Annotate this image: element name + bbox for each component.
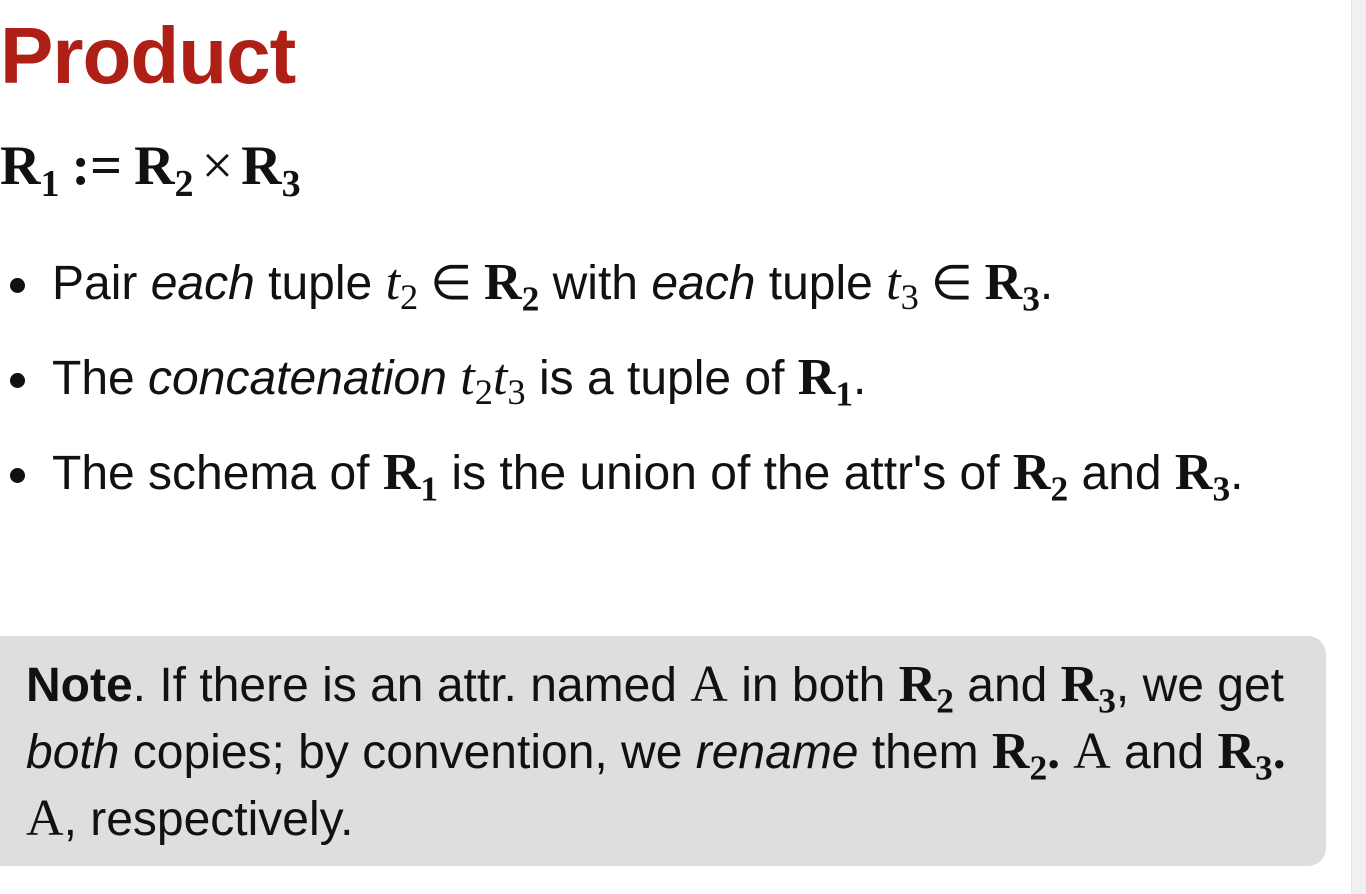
list-item: The schema of $R_1$ is the union of the attr's of $R_2$ and $R_3$. [0, 440, 1300, 507]
product-formula [0, 133, 301, 206]
page-title: Product [0, 11, 296, 100]
note-box: Note. If there is an attr. named A in both $R_2$ and $R_3$, we get both copies; by convention, we rename them $R_2$. A and $R_3$. A, respectively. [0, 636, 1326, 866]
assign-operator: := [71, 135, 123, 197]
note-label: Note [26, 659, 133, 712]
formula-lhs: $R_1$ [0, 135, 60, 206]
times-operator: × [201, 135, 234, 197]
list-item: The concatenation $t_2t_3$ is a tuple of $R_1$. [0, 345, 1300, 412]
formula-operand-a: $R_2$ [134, 135, 194, 206]
vertical-scrollbar[interactable] [1351, 0, 1366, 894]
formula-operand-b: $R_3$ [241, 135, 301, 206]
bullet-list [0, 250, 1300, 535]
list-item: Pair each tuple $t_2$ ∈ $R_2$ with each tuple $t_3$ ∈ $R_3$. [0, 250, 1300, 317]
